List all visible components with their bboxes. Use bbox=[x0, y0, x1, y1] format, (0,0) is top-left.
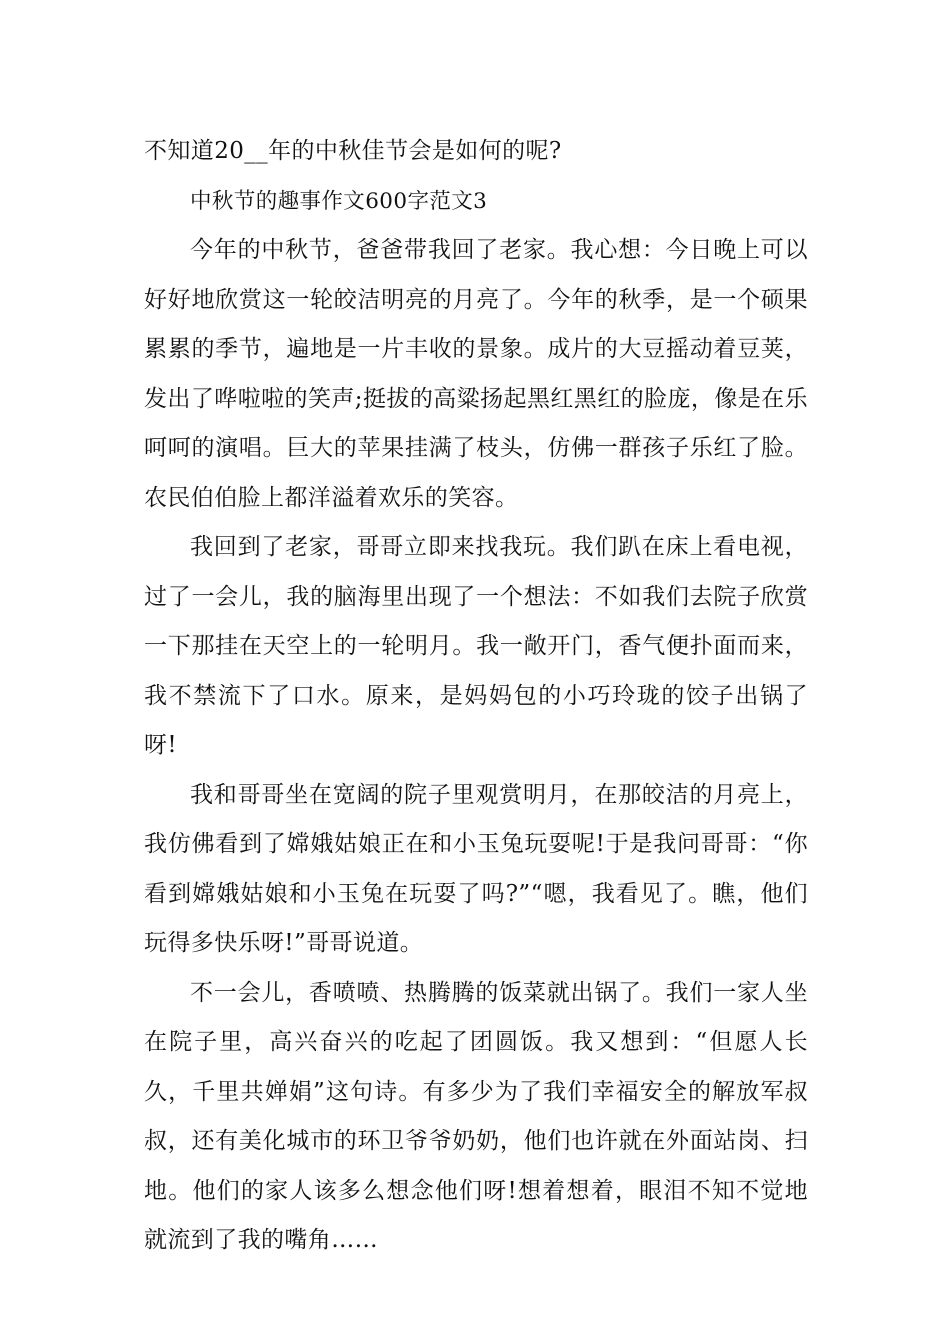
paragraph-2: 我回到了老家，哥哥立即来找我玩。我们趴在床上看电视，过了一会儿，我的脑海里出现了一个想法：不如我们去院子欣赏一下那挂在天空上的一轮明月。我一敞开门，香气便扑面而来，我不禁流下了口水。原来，是妈妈包的小巧玲珑的饺子出锅了呀! bbox=[144, 534, 808, 758]
paragraph-4: 不一会儿，香喷喷、热腾腾的饭菜就出锅了。我们一家人坐在院子里，高兴奋兴的吃起了团圆饭。我又想到：“但愿人长久，千里共婵娟”这句诗。有多少为了我们幸福安全的解放军叔叔，还有美化城市的环卫爷爷奶奶，他们也许就在外面站岗、扫地。他们的家人该多么想念他们呀!想着想着，眼泪不知不觉地就流到了我的嘴角…… bbox=[144, 979, 808, 1253]
section-heading: 中秋节的趣事作文600字范文3 bbox=[190, 188, 488, 214]
paragraph-3: 我和哥哥坐在宽阔的院子里观赏明月，在那皎洁的月亮上，我仿佛看到了嫦娥姑娘正在和小玉兔玩耍呢!于是我问哥哥：“你看到嫦娥姑娘和小玉兔在玩耍了吗?”“嗯，我看见了。瞧，他们玩得多快乐呀!”哥哥说道。 bbox=[144, 781, 808, 956]
paragraph-1: 今年的中秋节，爸爸带我回了老家。我心想：今日晚上可以好好地欣赏这一轮皎洁明亮的月亮了。今年的秋季，是一个硕果累累的季节，遍地是一片丰收的景象。成片的大豆摇动着豆荚，发出了哗啦啦的笑声;挺拔的高粱扬起黑红黑红的脸庞，像是在乐呵呵的演唱。巨大的苹果挂满了枝头，仿佛一群孩子乐红了脸。农民伯伯脸上都洋溢着欢乐的笑容。 bbox=[144, 237, 808, 511]
opening-line: 不知道20__年的中秋佳节会是如何的呢? bbox=[144, 138, 562, 164]
document-body bbox=[144, 127, 808, 1266]
